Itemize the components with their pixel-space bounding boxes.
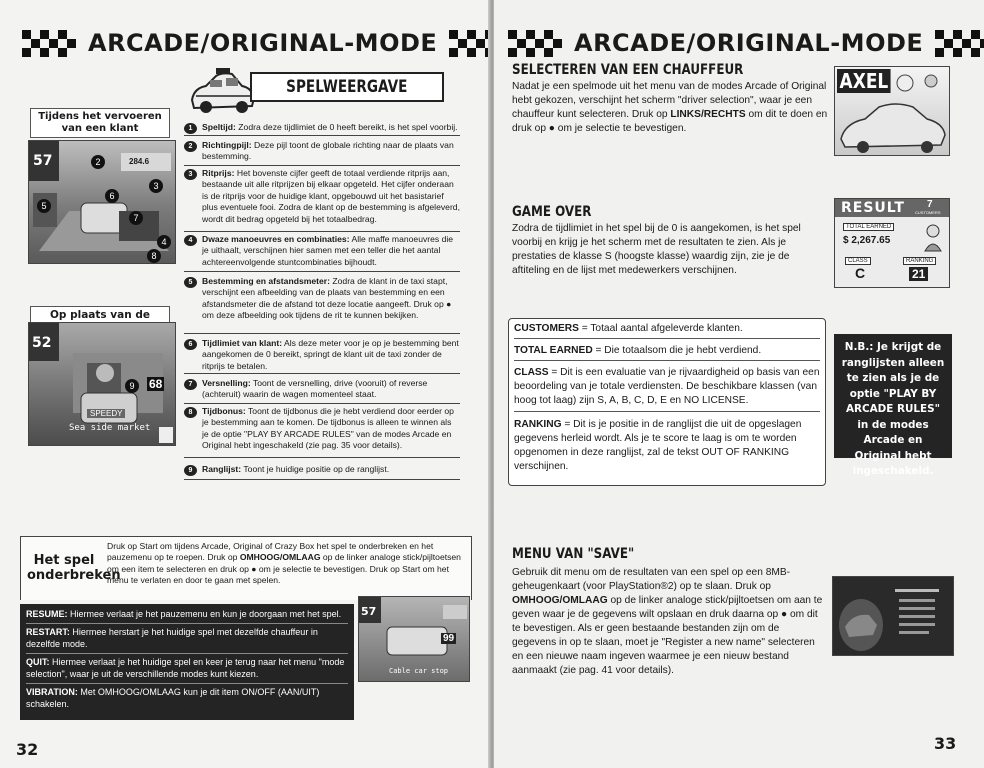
option-term: RESTART: [26,626,70,637]
taxi-icon [186,66,258,116]
callout-marker: 8 [147,249,161,263]
result-ranking-label: RANKING [903,257,936,265]
item-text: Toont je huidige positie op de ranglijst. [241,464,390,474]
game-over-text: Zodra de tijdlimiet in het spel bij de 0 is aangekomen, is het spel voorbij en krijg je het scherm met de resultaten te zien. Als je prestaties de klasse S (hoogste klasse) waardig zijn, zie je de aftiteling en de lijst met medewerkers verschijnen. [512,223,801,276]
result-customers-label: CUSTOMERS [915,210,941,215]
result-class-label: CLASS [845,257,871,265]
option-text: Met OMHOOG/OMLAAG kun je dit item ON/OFF (AAN/UIT) schakelen. [26,686,320,709]
pause-text-part: Druk op Start om tijdens Arcade, Original of Crazy Box het spel te onderbreken en het pauzemenu op te roepen. Druk op [107,541,434,563]
item-term: Tijdbonus: [202,406,246,416]
item-number-badge: 2 [184,141,197,152]
result-customers: 7 [927,199,933,210]
pause-text-bold: OMHOOG/OMLAAG [239,552,321,563]
location-label: Sea side market [69,423,151,433]
list-item [184,168,460,232]
item-term: Versnelling: [202,378,251,388]
page-number-right: 33 [934,734,957,753]
text-part: Nadat je een spelmode uit het menu van de modes Arcade of Original hebt gekozen, verschijnt het scherm "driver selection", waar je een chauffeur kunt selecteren. Druk op [512,81,827,120]
callout-marker: 9 [125,379,139,393]
item-term: Ritprijs: [202,168,235,178]
stat-total-earned [514,344,820,361]
item-term: Bestemming en afstandsmeter: [202,276,330,286]
item-text: Het bovenste cijfer geeft de totaal verdiende ritprijs aan, bestaande uit alle ritprijzen bij elkaar opgeteld. Het cijfer onderaan is de ritprijs voor de huidige klant, opgebouwd uit het basistarief plus eventuele fooi. Zodra de klant op de bestemming is afgeleverd, wordt dit bedrag opgeteld bij het totaalbedrag. [202,168,460,224]
text-part: om dit te doen en druk op ● om je selectie te bevestigen. [512,109,828,134]
item-term: Speltijd: [202,122,236,132]
list-item [184,406,460,458]
item-number-badge: 9 [184,465,197,476]
option-term: QUIT: [26,656,50,667]
pause-title: Het spel onderbreken [27,553,121,583]
pause-description [107,541,467,587]
list-item [184,140,460,166]
driver-name: AXEL [837,69,891,93]
left-page [0,0,490,768]
item-term: Dwaze manoeuvres en combinaties: [202,234,350,244]
stat-customers [514,322,820,339]
svg-text:57: 57 [361,605,377,618]
text-part: op de linker analoge stick/pijltoetsen om aan te geven waar je de gegevens wilt opslaan en druk daarna op ● om dit te bevestigen. Als er geen bestaande bestanden zijn om de gegevens in op te slaan, moet je "Register a new name" selecteren en een nieuwe naam ingeven waarmee je een nieuw bestand aanmaakt (zie pag. 41 voor details). [512,595,823,676]
result-class-value: C [855,265,866,281]
driver-select-text [512,80,828,136]
stat-text: = Die totaalsom die je hebt verdiend. [592,345,762,356]
checkered-flag-icon [935,30,984,57]
result-title: RESULT [841,200,905,216]
item-term: Richtingpijl: [202,140,252,150]
svg-text:52: 52 [32,335,52,351]
pause-option-quit [26,656,348,684]
section-title-game-over: GAME OVER [512,204,592,220]
text-bold: LINKS/RECHTS [670,109,746,120]
checkered-flag-icon [508,30,562,57]
section-title-save-menu: MENU VAN "SAVE" [512,546,635,562]
option-term: RESUME: [26,609,68,619]
callout-marker: 3 [149,179,163,193]
option-text: Hiermee herstart je het huidige spel met dezelfde chauffeur in dezelfde mode. [26,626,318,649]
list-item [184,276,460,334]
callout-marker: 5 [37,199,51,213]
item-number-badge: 1 [184,123,197,134]
svg-text:57: 57 [33,153,53,169]
stat-term: CUSTOMERS [514,323,579,334]
pause-text-part: op de linker analoge stick/pijltoetsen om een item te selecteren en druk op ● om je selectie te bevestigen. Druk op Start om het menu te verlaten en door te gaan met spelen. [107,552,461,586]
stat-text: = Totaal aantal afgeleverde klanten. [578,323,743,334]
text-bold: OMHOOG/OMLAAG [512,595,608,606]
note-box: N.B.: Je krijgt de ranglijsten alleen te zien als je de optie "PLAY BY ARCADE RULES" in de modes Arcade en Original hebt ingeschakeld. [834,334,952,458]
item-text: Zodra de klant in de taxi stapt, verschijnt een afbeelding van de plaats van bestemming en een afstandsmeter die de afstand tot deze locatie aangeeft. Druk op ● om deze afbeelding ook tijdens de rit te kunnen bekijken. [202,276,452,321]
result-screenshot [834,198,950,288]
text-part: Gebruik dit menu om de resultaten van een spel op een 8MB-geheugenkaart (voor PlayStation®2) op te slaan. Druk op [512,567,791,592]
list-item [184,234,460,272]
callout-marker: 6 [105,189,119,203]
pause-option-vibration [26,686,348,711]
list-item [184,378,460,404]
result-ranking-value: 21 [909,267,928,281]
callout-marker: 4 [157,235,171,249]
driver-select-screenshot [834,66,950,156]
stat-term: RANKING [514,419,562,430]
pause-option-restart [26,626,348,654]
list-item [184,464,460,480]
banner-title: ARCADE/ORIGINAL-MODE [88,29,438,57]
stat-term: TOTAL EARNED [514,345,593,356]
stat-text: = Dit is je positie in de ranglijst die uit de opgeslagen gegevens herleid wordt. Als je te score te laag is om te worden opgenomen in deze ranglijst, zal de tekst OUT OF RANKING verschijnen. [514,419,802,472]
item-text: Toont de versnelling, drive (vooruit) of reverse (achteruit) waarin de wagen momenteel staat. [202,378,428,400]
section-header-box [250,72,444,102]
left-banner [22,26,490,60]
pause-option-resume [26,608,348,624]
stat-class [514,366,820,412]
pause-shot-number: 99 [443,633,455,644]
item-number-badge: 7 [184,379,197,390]
caption-during-transport: Tijdens het vervoeren van een klant [30,108,170,138]
result-amount: $ 2,267.65 [843,235,891,246]
save-menu-text [512,566,824,678]
pause-section [20,536,472,600]
stat-ranking [514,418,820,474]
time-bonus-readout: 68 [149,377,163,391]
caption-at-destination: Op plaats van de [30,306,170,336]
right-banner [508,26,984,60]
page-number-left: 32 [16,740,39,759]
gameplay-screenshot-transport [28,140,176,264]
item-text: Toont de tijdbonus die je hebt verdiend door eerder op je bestemming aan te komen. De tijdbonus is alleen te winnen als je de optie "PLAY BY ARCADE RULES" van de modes Arcade en Original hebt ingeschakeld (zie pag. 35 voor details). [202,406,454,451]
item-text: Alle maffe manoeuvres die je uithaalt, verschijnen hier samen met een teller die het aantal achtereenvolgende stuntcombinaties bijhoudt. [202,234,454,267]
item-text: Deze pijl toont de globale richting naar de plaats van bestemming. [202,140,454,162]
item-number-badge: 5 [184,277,197,288]
section-title: SPELWEERGAVE [286,77,408,97]
result-total-label: TOTAL EARNED [843,223,894,231]
option-text: Hiermee verlaat je het huidige spel en keer je terug naar het menu "mode selection", waar je uit de verschillende modes kunt kiezen. [26,656,345,679]
checkered-flag-icon [22,30,76,57]
callout-marker: 7 [129,211,143,225]
item-number-badge: 6 [184,339,197,350]
option-text: Hiermee verlaat je het pauzemenu en kun je doorgaan met het spel. [67,609,342,619]
gear-readout: SPEEDY [87,409,125,418]
item-term: Ranglijst: [202,464,242,474]
banner-title: ARCADE/ORIGINAL-MODE [574,29,924,57]
item-number-badge: 8 [184,407,197,418]
option-term: VIBRATION: [26,686,78,697]
item-number-badge: 3 [184,169,197,180]
pause-screenshot [358,596,470,682]
right-page [494,0,984,768]
pause-options-box [20,604,354,720]
item-number-badge: 4 [184,235,197,246]
gameplay-screenshot-destination [28,322,176,446]
item-term: Tijdlimiet van klant: [202,338,283,348]
item-text: Zodra deze tijdlimiet de 0 heeft bereikt, is het spel voorbij. [235,122,458,132]
pause-shot-label: Cable car stop [389,667,449,675]
list-item [184,122,460,136]
item-text: Als deze meter voor je op je bestemming bent aangekomen de 0 bereikt, springt de klant uit de taxi zonder de ritprijs te betalen. [202,338,459,371]
save-menu-screenshot [832,576,954,656]
fare-readout: 284.6 [129,157,150,166]
checkered-flag-icon [449,30,490,57]
stat-term: CLASS [514,367,549,378]
stat-text: = Dit is een evaluatie van je rijvaardigheid op basis van een beoordeling van je totale verdiensten. De beschikbare klassen (van hoog tot laag) zijn S, A, B, C, D, E en NO LICENSE. [514,367,820,406]
section-title-driver-select: SELECTEREN VAN EEN CHAUFFEUR [512,62,744,78]
driver-portrait-icon [923,223,943,253]
list-item [184,338,460,374]
callout-marker: 2 [91,155,105,169]
